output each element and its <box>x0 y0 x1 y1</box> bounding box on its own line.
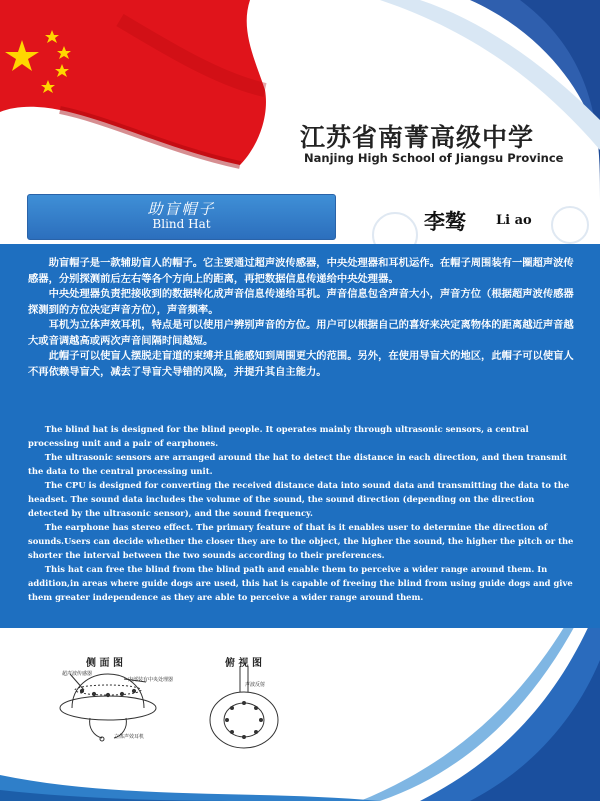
paragraph-cn: 耳机为立体声效耳机，特点是可以使用户辨别声音的方位。用户可以根据自己的喜好来决定离物体的距离越近声音越大或音调越高或两次声音间隔时间越短。 <box>28 319 574 347</box>
paragraph-en: This hat can free the blind from the blind path and enable them to perceive a wider range around them. In addition,in areas where guide dogs are used, this hat is capable of freeing the blind from using guide dogs and give them greater independence as they are able to perceive a wider range around them. <box>28 564 573 602</box>
project-title-cn: 助盲帽子 <box>147 200 216 218</box>
description-cn <box>28 256 578 380</box>
school-name-cn: 江苏省南菁高级中学 <box>300 123 535 152</box>
project-title-box <box>27 194 336 240</box>
description-panel <box>0 244 600 628</box>
side-view-label: 内部装有中央处理器 <box>128 677 174 683</box>
paragraph-cn: 中央处理器负责把接收到的数据转化成声音信息传递给耳机。声音信息包含声音大小，声音方位（根据超声波传感器探测到的方位决定声音方位），声音频率。 <box>28 288 574 316</box>
paragraph-cn: 助盲帽子是一款辅助盲人的帽子。它主要通过超声波传感器，中央处理器和耳机运作。在帽子周围装有一圈超声波传感器，分别探测前后左右等各个方向上的距离，再把数据信息传递给中央处理器。 <box>28 257 574 285</box>
top-view-label: 声波反射 <box>245 682 266 688</box>
side-view-label: 超声波传感器 <box>62 671 93 677</box>
top-view-title: 俯 视 图 <box>225 658 262 669</box>
hat-top-view-icon <box>210 666 278 748</box>
paragraph-en: The earphone has stereo effect. The primary feature of that is it enables user to determine the direction of sounds.Users can decide whether the closer they are to the object, the higher the sound, the higher the pitch or the shorter the interval between the two sounds according to their preferences. <box>28 522 574 560</box>
paragraph-en: The ultrasonic sensors are arranged around the hat to detect the distance in each direction, and then transmit the data to the central processing unit. <box>28 452 567 476</box>
description-en <box>28 422 576 604</box>
flag-graphic <box>0 0 280 170</box>
author-name-cn: 李骜 <box>424 209 466 234</box>
paragraph-en: The CPU is designed for converting the received distance data into sound data and transmitting the data to the headset. The sound data includes the volume of the sound, the sound direction (depending on the direction detected by the ultrasonic sensor), and the sound frequency. <box>28 480 570 518</box>
school-name-en: Nanjing High School of Jiangsu Province <box>304 151 564 165</box>
author-name-en: Li ao <box>496 213 532 228</box>
paragraph-en: The blind hat is designed for the blind people. It operates mainly through ultrasonic sensors, a central processing unit and a pair of earphones. <box>28 424 529 448</box>
paragraph-cn: 此帽子可以使盲人摆脱走盲道的束缚并且能感知到周围更大的范围。另外，在使用导盲犬的地区，此帽子可以使盲人不再依赖导盲犬，减去了导盲犬导错的风险，并提升其自主能力。 <box>28 350 574 378</box>
project-title-en: Blind Hat <box>152 217 211 231</box>
hat-side-view-icon <box>60 674 156 741</box>
side-view-title: 侧 面 图 <box>86 658 123 669</box>
side-view-label: 立体声效耳机 <box>114 734 145 740</box>
